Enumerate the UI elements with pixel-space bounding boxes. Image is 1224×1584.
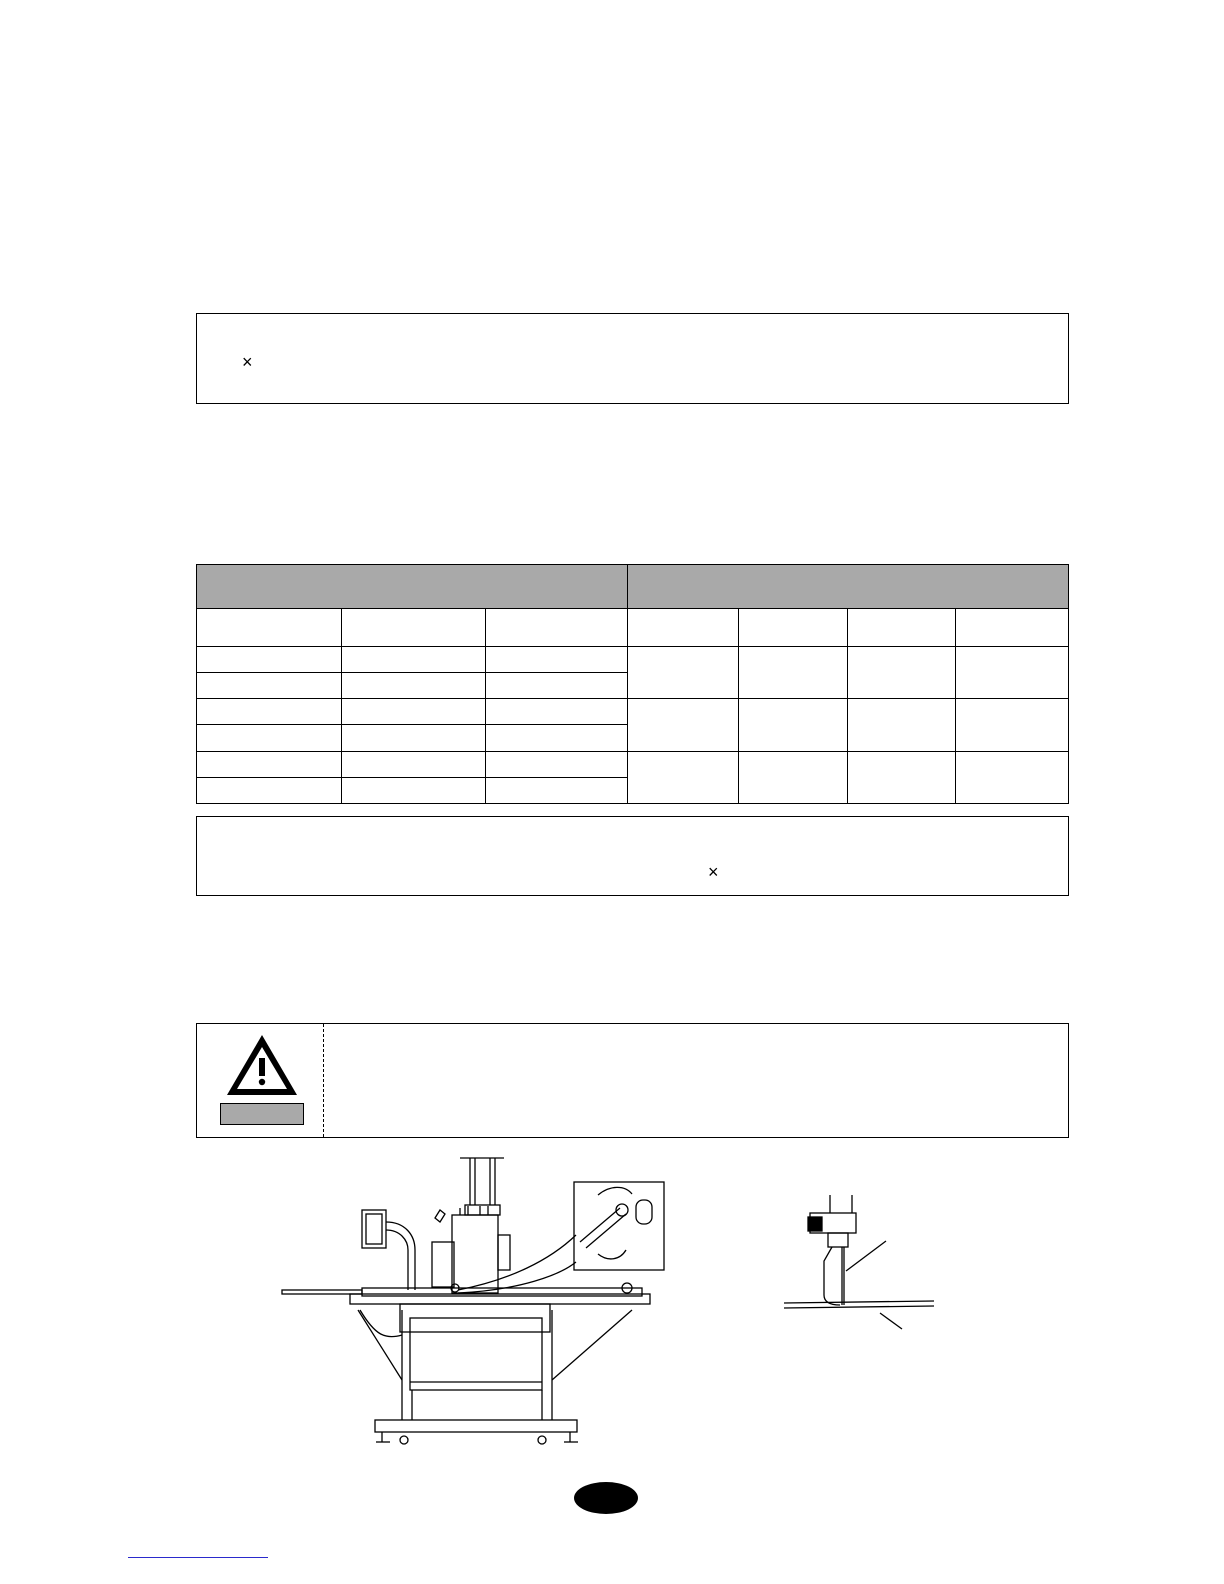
table-cell bbox=[486, 751, 628, 777]
table-cell bbox=[486, 672, 628, 698]
note-box-2 bbox=[196, 816, 1069, 896]
table-cell bbox=[197, 751, 342, 777]
table-cell bbox=[628, 751, 739, 803]
table-header-right bbox=[628, 565, 1069, 609]
table-header-left bbox=[197, 565, 628, 609]
table-cell bbox=[486, 646, 628, 672]
table-cell bbox=[342, 699, 486, 725]
table-subheader bbox=[486, 609, 628, 646]
spec-table bbox=[196, 564, 1069, 804]
table-cell bbox=[342, 672, 486, 698]
table-subheader bbox=[956, 609, 1069, 646]
multiply-symbol: × bbox=[242, 352, 253, 372]
table-cell bbox=[486, 725, 628, 751]
table-cell bbox=[342, 725, 486, 751]
warning-triangle-icon bbox=[224, 1032, 300, 1098]
page-number bbox=[574, 1482, 638, 1514]
table-cell bbox=[956, 751, 1069, 803]
table-cell bbox=[848, 699, 956, 751]
caution-divider bbox=[323, 1024, 324, 1137]
table-subheader bbox=[197, 609, 342, 646]
caution-box bbox=[196, 1023, 1069, 1138]
multiply-symbol: × bbox=[708, 862, 719, 882]
table-subheader bbox=[848, 609, 956, 646]
table-cell bbox=[197, 777, 342, 803]
table-cell bbox=[486, 777, 628, 803]
table-cell bbox=[342, 751, 486, 777]
table-cell bbox=[197, 672, 342, 698]
needle-detail-illustration bbox=[784, 1195, 944, 1335]
table-cell bbox=[628, 646, 739, 698]
table-subheader bbox=[628, 609, 739, 646]
table-row bbox=[197, 751, 1069, 777]
table-cell bbox=[197, 725, 342, 751]
table-cell bbox=[628, 699, 739, 751]
table-cell bbox=[956, 646, 1069, 698]
note-box-1 bbox=[196, 313, 1069, 404]
table-cell bbox=[739, 699, 848, 751]
table-cell bbox=[739, 646, 848, 698]
table-cell bbox=[197, 699, 342, 725]
table-row bbox=[197, 646, 1069, 672]
table-cell bbox=[197, 646, 342, 672]
table-cell bbox=[342, 777, 486, 803]
table-cell bbox=[739, 751, 848, 803]
embroidery-machine-illustration bbox=[280, 1150, 670, 1455]
table-subheader bbox=[739, 609, 848, 646]
table-cell bbox=[956, 699, 1069, 751]
table-cell bbox=[848, 751, 956, 803]
table-cell bbox=[486, 699, 628, 725]
table-subheader bbox=[342, 609, 486, 646]
table-cell bbox=[342, 646, 486, 672]
footer-link-underline[interactable] bbox=[128, 1557, 268, 1558]
caution-label bbox=[220, 1103, 304, 1125]
table-row bbox=[197, 699, 1069, 725]
table-cell bbox=[848, 646, 956, 698]
